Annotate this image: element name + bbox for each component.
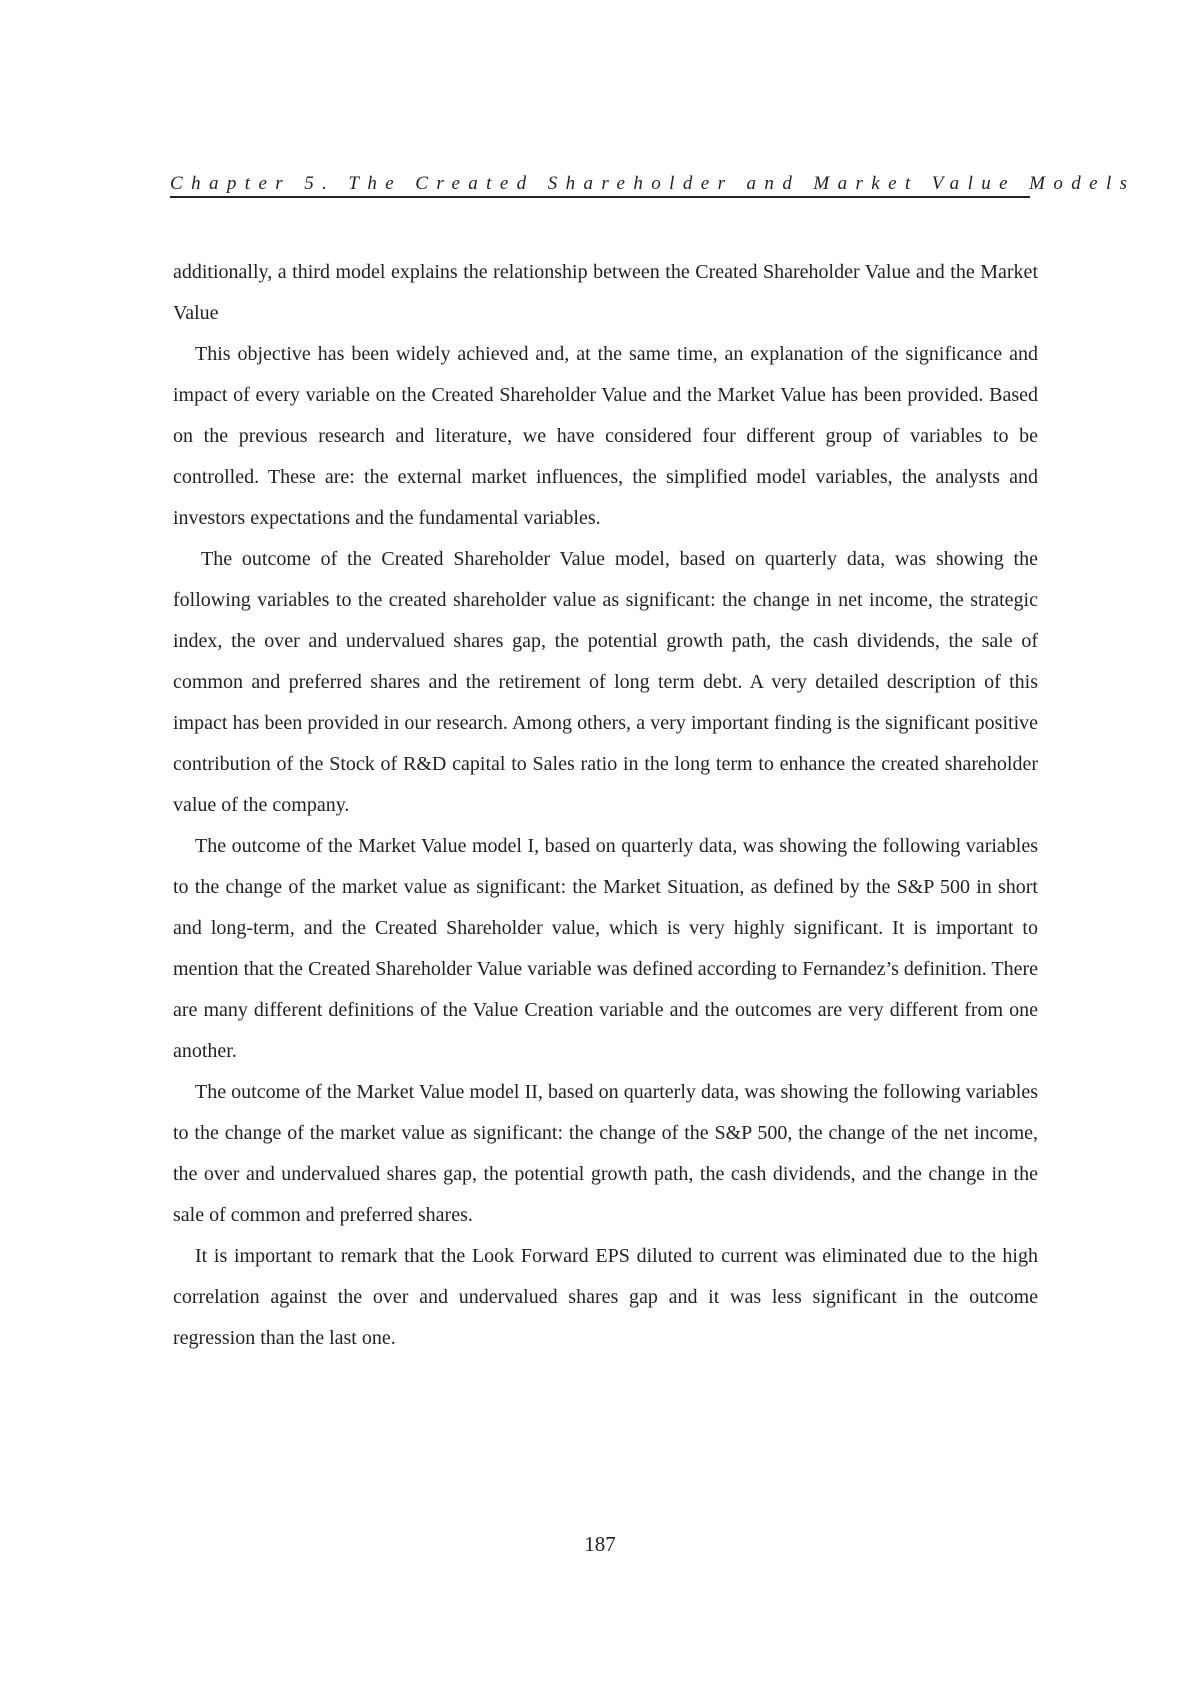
running-header-title: Chapter 5. The Created Shareholder and Market Value Models (170, 173, 1136, 194)
paragraph-3: The outcome of the Created Shareholder Value model, based on quarterly data, was showing the following variables to the created shareholder value as significant: the change in net income, the strategic index, the over and undervalued shares gap, the potential growth path, the cash dividends, the sale of common and preferred shares and the retirement of long term debt. A very detailed description of this impact has been provided in our research. Among others, a very important finding is the significant positive contribution of the Stock of R&D capital to Sales ratio in the long term to enhance the created shareholder value of the company. (173, 548, 1038, 816)
header-rule (170, 196, 1030, 198)
paragraph-5: The outcome of the Market Value model II, based on quarterly data, was showing the following variables to the change of the market value as significant: the change of the S&P 500, the change of the net income, the over and undervalued shares gap, the potential growth path, the cash dividends, and the change in the sale of common and preferred shares. (173, 1081, 1038, 1226)
paragraph-4: The outcome of the Market Value model I, based on quarterly data, was showing the following variables to the change of the market value as significant: the Market Situation, as defined by the S&P 500 in short and long-term, and the Created Shareholder value, which is very highly significant. It is important to mention that the Created Shareholder Value variable was defined according to Fernandez’s definition. There are many different definitions of the Value Creation variable and the outcomes are very different from one another. (173, 835, 1038, 1062)
body-text (173, 252, 1038, 1359)
paragraph-6: It is important to remark that the Look Forward EPS diluted to current was eliminated due to the high correlation against the over and undervalued shares gap and it was less significant in the outcome regression than the last one. (173, 1245, 1038, 1349)
page-number: 187 (584, 1532, 616, 1556)
paragraph-2: This objective has been widely achieved and, at the same time, an explanation of the significance and impact of every variable on the Created Shareholder Value and the Market Value has been provided. Based on the previous research and literature, we have considered four different group of variables to be controlled. These are: the external market influences, the simplified model variables, the analysts and investors expectations and the fundamental variables. (173, 343, 1038, 529)
paragraph-1: additionally, a third model explains the relationship between the Created Shareholder Value and the Market Value (173, 261, 1038, 324)
